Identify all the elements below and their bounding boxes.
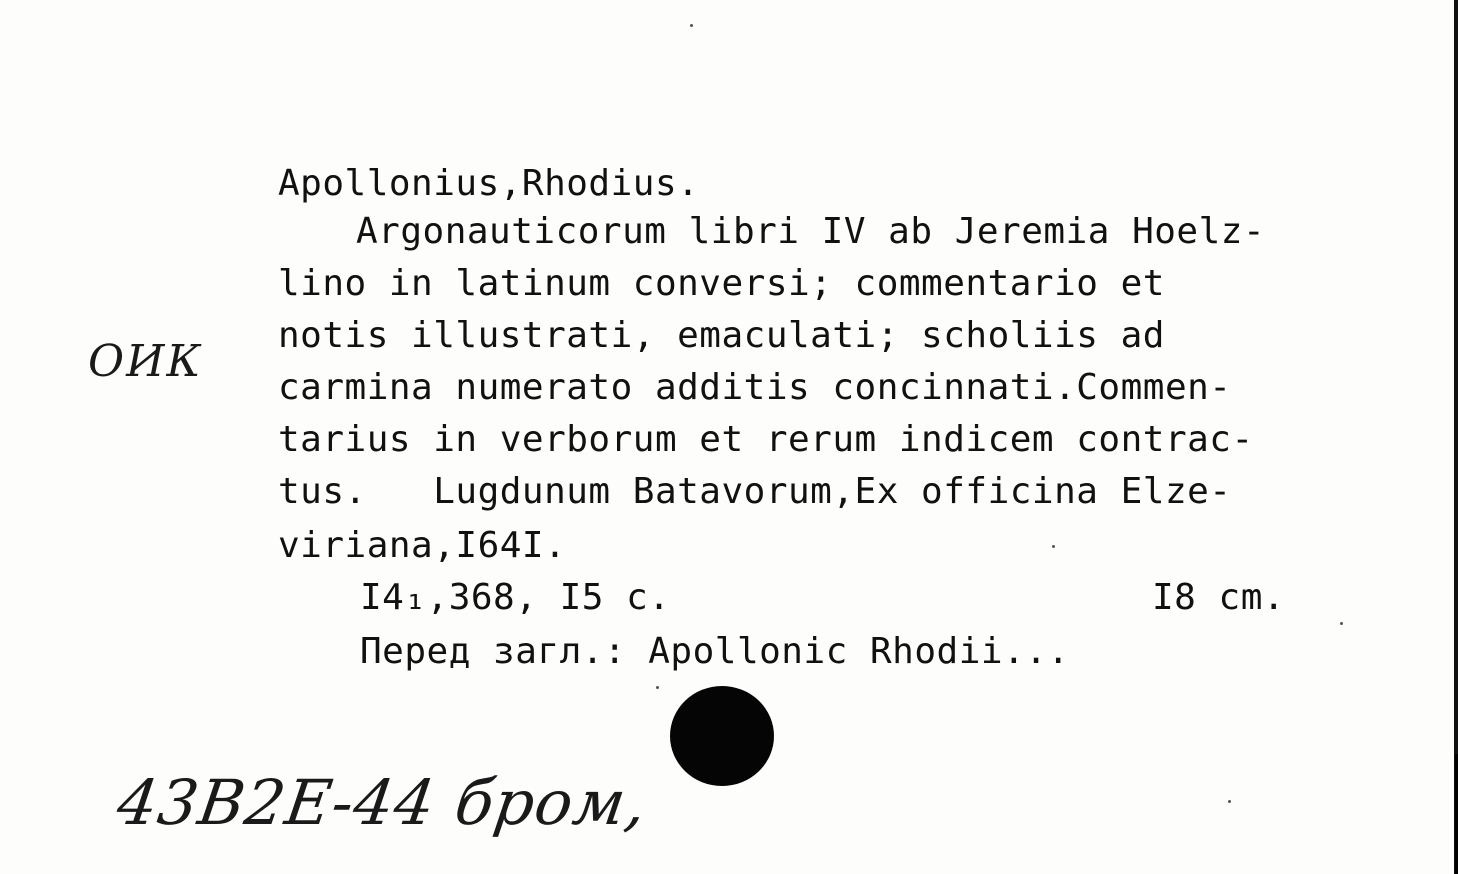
title-line: tarius in verborum et rerum indicem contrac- [278, 419, 1254, 460]
title-line: lino in latinum conversi; commentario et [278, 263, 1165, 304]
title-line: notis illustrati, emaculati; scholiis ad [278, 315, 1165, 356]
handwritten-mark: ОИК [88, 336, 203, 387]
shelf-mark: 43В2Е-44 бром, [112, 766, 652, 839]
title-line: tus. Lugdunum Batavorum,Ex officina Elze- [278, 471, 1232, 512]
note: Перед загл.: Apollonic Rhodii... [360, 631, 1070, 672]
scan-speck [1340, 622, 1343, 625]
size: I8 cm. [1152, 577, 1286, 618]
punch-hole [670, 686, 774, 786]
collation: I4₁,368, I5 c. [360, 577, 671, 618]
author-heading: Apollonius,Rhodius. [278, 163, 700, 204]
title-line: carmina numerato additis concinnati.Commen- [278, 367, 1232, 408]
scan-speck [690, 24, 693, 27]
title-line: Argonauticorum libri IV ab Jeremia Hoelz- [356, 211, 1266, 252]
scan-speck [1228, 800, 1231, 803]
card-edge [1454, 0, 1458, 874]
scan-speck [656, 686, 659, 689]
title-line: viriana,I64I. [278, 525, 567, 566]
scan-speck [1052, 545, 1055, 548]
